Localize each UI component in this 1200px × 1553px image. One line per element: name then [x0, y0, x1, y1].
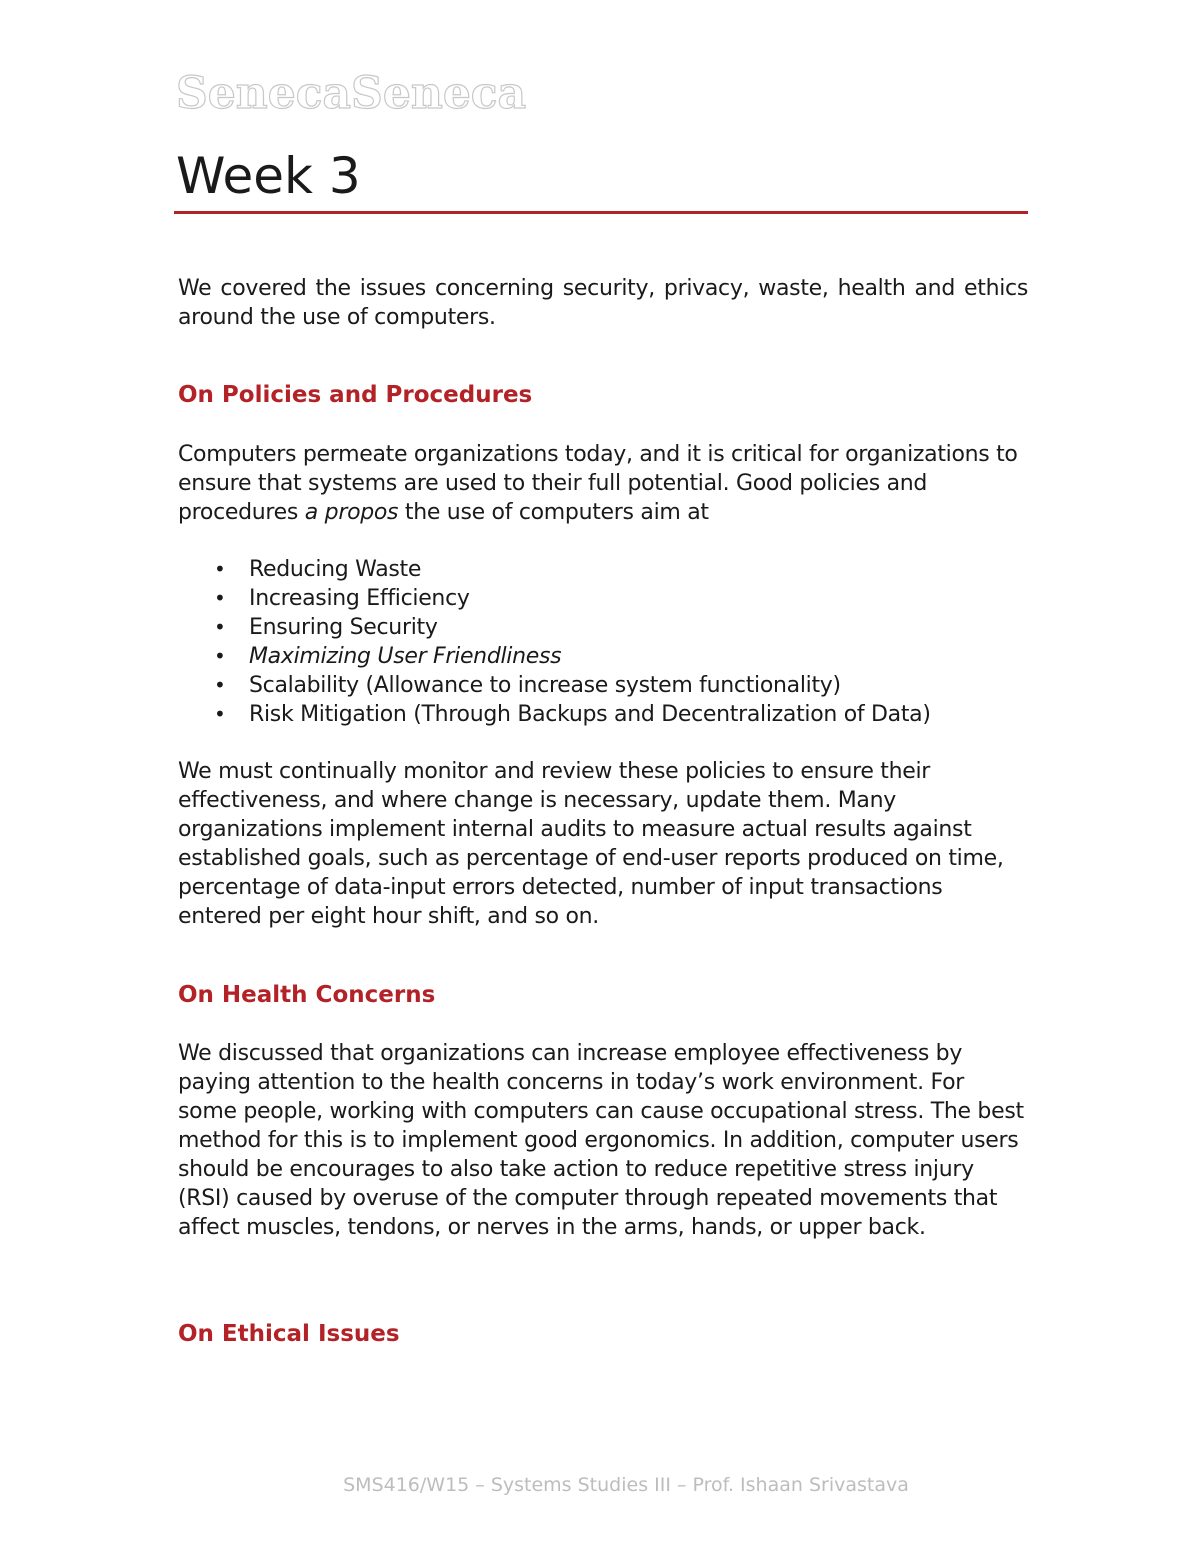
list-item: [178, 584, 1028, 613]
bullet-icon: •: [214, 702, 226, 726]
heading-policies: On Policies and Procedures: [178, 382, 533, 408]
list-item: [178, 700, 1028, 729]
list-item: [178, 555, 1028, 584]
list-item-label: Risk Mitigation (Through Backups and Decentralization of Data): [249, 702, 931, 727]
page-footer: SMS416/W15 – Systems Studies III – Prof. Ishaan Srivastava: [343, 1474, 909, 1496]
bullet-icon: •: [214, 586, 226, 610]
list-item: [178, 613, 1028, 642]
list-item: [178, 671, 1028, 700]
policies-paragraph-1-italic: a propos: [304, 500, 399, 525]
policies-bullet-list: [178, 555, 1028, 729]
bullet-icon: •: [214, 644, 226, 668]
list-item-label: Ensuring Security: [249, 615, 438, 640]
bullet-icon: •: [214, 673, 226, 697]
policies-paragraph-1-start: Computers permeate organizations today, and it is critical for organizations to ensure that systems are used to their full potential. Good policies and procedures: [178, 442, 1018, 525]
page-title: Week 3: [176, 147, 361, 205]
health-paragraph: We discussed that organizations can increase employee effectiveness by paying attention to the health concerns in today’s work environment. For some people, working with computers can cause occupational stress. The best method for this is to implement good ergonomics. In addition, computer users should be encourages to also take action to reduce repetitive stress injury (RSI) caused by overuse of the computer through repeated movements that affect muscles, tendons, or nerves in the arms, hands, or upper back.: [178, 1041, 1024, 1240]
list-item: [178, 642, 1028, 671]
policies-paragraph-1: [178, 440, 1028, 527]
seneca-watermark-logo: SenecaSeneca: [176, 68, 527, 119]
policies-paragraph-1-end: the use of computers aim at: [398, 500, 709, 525]
list-item-label: Increasing Efficiency: [249, 586, 470, 611]
bullet-icon: •: [214, 557, 226, 581]
title-underline-rule: [174, 211, 1028, 214]
list-item-label: Scalability (Allowance to increase system functionality): [249, 673, 841, 698]
list-item-label: Maximizing User Friendliness: [249, 644, 562, 669]
bullet-icon: •: [214, 615, 226, 639]
heading-health: On Health Concerns: [178, 982, 436, 1008]
list-item-label: Reducing Waste: [249, 557, 422, 582]
heading-ethics: On Ethical Issues: [178, 1321, 400, 1347]
policies-paragraph-2: We must continually monitor and review these policies to ensure their effectiveness, and where change is necessary, update them. Many organizations implement internal audits to measure actual results against established goals, such as percentage of end-user reports produced on time, percentage of data-input errors detected, number of input transactions entered per eight hour shift, and so on.: [178, 759, 1004, 929]
intro-paragraph: We covered the issues concerning security, privacy, waste, health and ethics around the use of computers.: [178, 276, 1028, 330]
